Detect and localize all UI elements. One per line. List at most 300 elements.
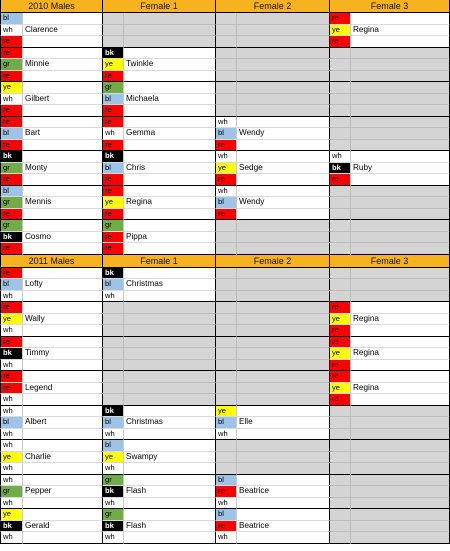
empty-cell[interactable] (103, 394, 124, 406)
empty-cell[interactable] (237, 232, 330, 244)
name-cell[interactable] (23, 268, 103, 280)
empty-cell[interactable] (216, 440, 237, 452)
name-cell[interactable] (23, 117, 103, 129)
female-name[interactable]: Flash (124, 486, 216, 498)
ring-code-re[interactable]: re (103, 209, 124, 221)
ring-code-wh[interactable]: wh (0, 360, 23, 372)
name-cell[interactable] (124, 475, 216, 487)
ring-code-ye[interactable]: ye (330, 383, 351, 395)
name-cell[interactable] (237, 498, 330, 510)
empty-cell[interactable] (330, 486, 351, 498)
empty-cell[interactable] (330, 243, 351, 255)
ring-code-wh[interactable]: wh (216, 498, 237, 510)
ring-code-wh[interactable]: wh (0, 406, 23, 418)
empty-cell[interactable] (351, 209, 450, 221)
ring-code-bl[interactable]: bl (0, 13, 23, 25)
male-name[interactable]: Albert (23, 417, 103, 429)
ring-code-wh[interactable]: wh (0, 291, 23, 303)
ring-code-re[interactable]: re (103, 140, 124, 152)
name-cell[interactable] (23, 498, 103, 510)
ring-code-re[interactable]: re (0, 383, 23, 395)
ring-code-bl[interactable]: bl (103, 163, 124, 175)
name-cell[interactable] (351, 360, 450, 372)
name-cell[interactable] (124, 220, 216, 232)
ring-code-wh[interactable]: wh (103, 291, 124, 303)
empty-cell[interactable] (330, 279, 351, 291)
name-cell[interactable] (237, 117, 330, 129)
empty-cell[interactable] (237, 371, 330, 383)
name-cell[interactable] (351, 36, 450, 48)
ring-code-bl[interactable]: bl (103, 417, 124, 429)
male-name[interactable]: Monty (23, 163, 103, 175)
ring-code-wh[interactable]: wh (216, 117, 237, 129)
empty-cell[interactable] (351, 186, 450, 198)
empty-cell[interactable] (124, 360, 216, 372)
empty-cell[interactable] (216, 243, 237, 255)
name-cell[interactable] (23, 71, 103, 83)
ring-code-bl[interactable]: bl (216, 509, 237, 521)
empty-cell[interactable] (216, 463, 237, 475)
ring-code-bl[interactable]: bl (0, 417, 23, 429)
ring-code-bk[interactable]: bk (0, 348, 23, 360)
ring-code-re[interactable]: re (216, 209, 237, 221)
name-cell[interactable] (23, 463, 103, 475)
female-name[interactable]: Regina (351, 348, 450, 360)
ring-code-ye[interactable]: ye (103, 59, 124, 71)
ring-code-re[interactable]: re (0, 371, 23, 383)
empty-cell[interactable] (351, 521, 450, 533)
empty-cell[interactable] (351, 243, 450, 255)
name-cell[interactable] (351, 174, 450, 186)
name-cell[interactable] (124, 117, 216, 129)
empty-cell[interactable] (330, 440, 351, 452)
empty-cell[interactable] (351, 117, 450, 129)
empty-cell[interactable] (216, 452, 237, 464)
ring-code-wh[interactable]: wh (0, 475, 23, 487)
female-name[interactable]: Flash (124, 521, 216, 533)
ring-code-re[interactable]: re (0, 140, 23, 152)
ring-code-re[interactable]: re (330, 325, 351, 337)
empty-cell[interactable] (330, 463, 351, 475)
empty-cell[interactable] (237, 360, 330, 372)
ring-code-re[interactable]: re (330, 302, 351, 314)
empty-cell[interactable] (216, 348, 237, 360)
ring-code-gr[interactable]: gr (103, 220, 124, 232)
name-cell[interactable] (23, 48, 103, 60)
empty-cell[interactable] (351, 82, 450, 94)
male-name[interactable]: Mennis (23, 197, 103, 209)
empty-cell[interactable] (237, 82, 330, 94)
ring-code-gr[interactable]: gr (0, 197, 23, 209)
ring-code-gr[interactable]: gr (0, 59, 23, 71)
empty-cell[interactable] (330, 498, 351, 510)
ring-code-wh[interactable]: wh (216, 429, 237, 441)
name-cell[interactable] (23, 360, 103, 372)
name-cell[interactable] (124, 174, 216, 186)
ring-code-re[interactable]: re (103, 174, 124, 186)
name-cell[interactable] (23, 371, 103, 383)
empty-cell[interactable] (351, 59, 450, 71)
ring-code-ye[interactable]: ye (330, 348, 351, 360)
female-name[interactable]: Regina (351, 383, 450, 395)
empty-cell[interactable] (351, 291, 450, 303)
empty-cell[interactable] (351, 486, 450, 498)
empty-cell[interactable] (330, 429, 351, 441)
empty-cell[interactable] (124, 314, 216, 326)
ring-code-wh[interactable]: wh (0, 463, 23, 475)
name-cell[interactable] (237, 209, 330, 221)
empty-cell[interactable] (237, 337, 330, 349)
empty-cell[interactable] (103, 302, 124, 314)
name-cell[interactable] (237, 532, 330, 544)
ring-code-re[interactable]: re (0, 243, 23, 255)
name-cell[interactable] (237, 475, 330, 487)
empty-cell[interactable] (237, 279, 330, 291)
name-cell[interactable] (351, 394, 450, 406)
empty-cell[interactable] (237, 220, 330, 232)
ring-code-re[interactable]: re (0, 36, 23, 48)
empty-cell[interactable] (330, 209, 351, 221)
empty-cell[interactable] (103, 383, 124, 395)
female-name[interactable]: Regina (124, 197, 216, 209)
ring-code-bl[interactable]: bl (103, 94, 124, 106)
name-cell[interactable] (124, 105, 216, 117)
name-cell[interactable] (23, 291, 103, 303)
ring-code-re[interactable]: re (0, 48, 23, 60)
empty-cell[interactable] (124, 25, 216, 37)
empty-cell[interactable] (237, 243, 330, 255)
empty-cell[interactable] (351, 532, 450, 544)
ring-code-bl[interactable]: bl (216, 417, 237, 429)
empty-cell[interactable] (330, 475, 351, 487)
empty-cell[interactable] (124, 394, 216, 406)
empty-cell[interactable] (330, 186, 351, 198)
empty-cell[interactable] (330, 291, 351, 303)
female-name[interactable]: Gemma (124, 128, 216, 140)
name-cell[interactable] (124, 71, 216, 83)
ring-code-re[interactable]: re (103, 186, 124, 198)
male-name[interactable]: Clarence (23, 25, 103, 37)
ring-code-bl[interactable]: bl (216, 475, 237, 487)
ring-code-re[interactable]: re (216, 521, 237, 533)
ring-code-re[interactable]: re (216, 486, 237, 498)
female-name[interactable]: Twinkle (124, 59, 216, 71)
ring-code-bl[interactable]: bl (0, 128, 23, 140)
ring-code-wh[interactable]: wh (103, 128, 124, 140)
name-cell[interactable] (237, 174, 330, 186)
name-cell[interactable] (124, 82, 216, 94)
name-cell[interactable] (124, 463, 216, 475)
ring-code-re[interactable]: re (216, 140, 237, 152)
female-name[interactable]: Christmas (124, 417, 216, 429)
empty-cell[interactable] (216, 36, 237, 48)
empty-cell[interactable] (216, 105, 237, 117)
name-cell[interactable] (124, 209, 216, 221)
ring-code-re[interactable]: re (330, 13, 351, 25)
male-name[interactable]: Wally (23, 314, 103, 326)
empty-cell[interactable] (124, 13, 216, 25)
female-name[interactable]: Ruby (351, 163, 450, 175)
ring-code-re[interactable]: re (0, 209, 23, 221)
ring-code-bk[interactable]: bk (0, 521, 23, 533)
empty-cell[interactable] (124, 337, 216, 349)
empty-cell[interactable] (330, 94, 351, 106)
ring-code-wh[interactable]: wh (103, 532, 124, 544)
empty-cell[interactable] (216, 25, 237, 37)
name-cell[interactable] (23, 151, 103, 163)
ring-code-ye[interactable]: ye (216, 163, 237, 175)
ring-code-bk[interactable]: bk (103, 521, 124, 533)
empty-cell[interactable] (330, 128, 351, 140)
name-cell[interactable] (237, 186, 330, 198)
ring-code-ye[interactable]: ye (330, 314, 351, 326)
male-name[interactable]: Legend (23, 383, 103, 395)
female-name[interactable]: Elle (237, 417, 330, 429)
empty-cell[interactable] (103, 36, 124, 48)
ring-code-re[interactable]: re (330, 394, 351, 406)
name-cell[interactable] (23, 509, 103, 521)
empty-cell[interactable] (351, 128, 450, 140)
empty-cell[interactable] (351, 417, 450, 429)
empty-cell[interactable] (237, 440, 330, 452)
female-name[interactable]: Beatrice (237, 486, 330, 498)
name-cell[interactable] (124, 243, 216, 255)
ring-code-gr[interactable]: gr (103, 509, 124, 521)
ring-code-re[interactable]: re (0, 105, 23, 117)
empty-cell[interactable] (351, 220, 450, 232)
ring-code-bk[interactable]: bk (0, 232, 23, 244)
female-name[interactable]: Christmas (124, 279, 216, 291)
ring-code-ye[interactable]: ye (216, 406, 237, 418)
ring-code-wh[interactable]: wh (0, 532, 23, 544)
name-cell[interactable] (23, 243, 103, 255)
name-cell[interactable] (23, 140, 103, 152)
empty-cell[interactable] (103, 314, 124, 326)
name-cell[interactable] (23, 475, 103, 487)
name-cell[interactable] (23, 13, 103, 25)
name-cell[interactable] (237, 406, 330, 418)
empty-cell[interactable] (237, 25, 330, 37)
name-cell[interactable] (351, 325, 450, 337)
empty-cell[interactable] (216, 371, 237, 383)
ring-code-re[interactable]: re (103, 71, 124, 83)
empty-cell[interactable] (216, 48, 237, 60)
empty-cell[interactable] (330, 521, 351, 533)
empty-cell[interactable] (330, 105, 351, 117)
name-cell[interactable] (124, 532, 216, 544)
name-cell[interactable] (237, 140, 330, 152)
name-cell[interactable] (124, 440, 216, 452)
ring-code-re[interactable]: re (0, 268, 23, 280)
name-cell[interactable] (124, 140, 216, 152)
empty-cell[interactable] (351, 279, 450, 291)
name-cell[interactable] (23, 440, 103, 452)
name-cell[interactable] (23, 36, 103, 48)
empty-cell[interactable] (351, 105, 450, 117)
ring-code-re[interactable]: re (0, 337, 23, 349)
empty-cell[interactable] (237, 302, 330, 314)
female-name[interactable]: Sedge (237, 163, 330, 175)
ring-code-ye[interactable]: ye (0, 82, 23, 94)
empty-cell[interactable] (216, 383, 237, 395)
female-name[interactable]: Wendy (237, 197, 330, 209)
ring-code-bk[interactable]: bk (103, 486, 124, 498)
name-cell[interactable] (124, 498, 216, 510)
name-cell[interactable] (23, 82, 103, 94)
ring-code-re[interactable]: re (330, 371, 351, 383)
empty-cell[interactable] (237, 71, 330, 83)
male-name[interactable]: Gilbert (23, 94, 103, 106)
name-cell[interactable] (23, 186, 103, 198)
name-cell[interactable] (124, 186, 216, 198)
empty-cell[interactable] (103, 360, 124, 372)
ring-code-bk[interactable]: bk (103, 406, 124, 418)
male-name[interactable]: Cosmo (23, 232, 103, 244)
name-cell[interactable] (351, 371, 450, 383)
name-cell[interactable] (351, 13, 450, 25)
name-cell[interactable] (23, 394, 103, 406)
empty-cell[interactable] (216, 13, 237, 25)
empty-cell[interactable] (237, 314, 330, 326)
ring-code-bk[interactable]: bk (0, 151, 23, 163)
ring-code-wh[interactable]: wh (216, 532, 237, 544)
name-cell[interactable] (23, 302, 103, 314)
name-cell[interactable] (237, 509, 330, 521)
ring-code-wh[interactable]: wh (216, 151, 237, 163)
empty-cell[interactable] (351, 140, 450, 152)
empty-cell[interactable] (103, 371, 124, 383)
name-cell[interactable] (23, 209, 103, 221)
ring-code-re[interactable]: re (103, 232, 124, 244)
empty-cell[interactable] (237, 394, 330, 406)
empty-cell[interactable] (216, 314, 237, 326)
name-cell[interactable] (23, 325, 103, 337)
empty-cell[interactable] (216, 291, 237, 303)
name-cell[interactable] (124, 48, 216, 60)
ring-code-gr[interactable]: gr (0, 163, 23, 175)
empty-cell[interactable] (216, 279, 237, 291)
empty-cell[interactable] (216, 268, 237, 280)
empty-cell[interactable] (351, 440, 450, 452)
empty-cell[interactable] (216, 232, 237, 244)
ring-code-re[interactable]: re (0, 117, 23, 129)
ring-code-ye[interactable]: ye (103, 197, 124, 209)
name-cell[interactable] (23, 337, 103, 349)
ring-code-bl[interactable]: bl (0, 279, 23, 291)
ring-code-ye[interactable]: ye (0, 509, 23, 521)
empty-cell[interactable] (237, 36, 330, 48)
female-name[interactable]: Regina (351, 314, 450, 326)
empty-cell[interactable] (237, 268, 330, 280)
ring-code-re[interactable]: re (330, 36, 351, 48)
empty-cell[interactable] (237, 348, 330, 360)
ring-code-wh[interactable]: wh (0, 440, 23, 452)
ring-code-gr[interactable]: gr (0, 486, 23, 498)
name-cell[interactable] (237, 151, 330, 163)
empty-cell[interactable] (216, 302, 237, 314)
empty-cell[interactable] (351, 71, 450, 83)
name-cell[interactable] (351, 337, 450, 349)
empty-cell[interactable] (237, 59, 330, 71)
empty-cell[interactable] (330, 268, 351, 280)
name-cell[interactable] (124, 509, 216, 521)
ring-code-bl[interactable]: bl (216, 197, 237, 209)
empty-cell[interactable] (330, 82, 351, 94)
ring-code-gr[interactable]: gr (0, 220, 23, 232)
female-name[interactable]: Chris (124, 163, 216, 175)
empty-cell[interactable] (330, 406, 351, 418)
ring-code-bl[interactable]: bl (103, 440, 124, 452)
ring-code-ye[interactable]: ye (0, 452, 23, 464)
name-cell[interactable] (23, 174, 103, 186)
empty-cell[interactable] (330, 220, 351, 232)
ring-code-gr[interactable]: gr (103, 475, 124, 487)
ring-code-re[interactable]: re (0, 71, 23, 83)
empty-cell[interactable] (216, 337, 237, 349)
ring-code-wh[interactable]: wh (0, 325, 23, 337)
empty-cell[interactable] (330, 232, 351, 244)
ring-code-wh[interactable]: wh (216, 186, 237, 198)
ring-code-wh[interactable]: wh (0, 394, 23, 406)
ring-code-wh[interactable]: wh (103, 463, 124, 475)
empty-cell[interactable] (351, 268, 450, 280)
ring-code-wh[interactable]: wh (103, 498, 124, 510)
empty-cell[interactable] (237, 13, 330, 25)
empty-cell[interactable] (124, 371, 216, 383)
empty-cell[interactable] (237, 383, 330, 395)
ring-code-re[interactable]: re (103, 105, 124, 117)
empty-cell[interactable] (216, 394, 237, 406)
empty-cell[interactable] (351, 48, 450, 60)
name-cell[interactable] (23, 406, 103, 418)
ring-code-re[interactable]: re (330, 174, 351, 186)
ring-code-bk[interactable]: bk (103, 268, 124, 280)
empty-cell[interactable] (330, 452, 351, 464)
empty-cell[interactable] (237, 94, 330, 106)
empty-cell[interactable] (124, 348, 216, 360)
empty-cell[interactable] (351, 232, 450, 244)
male-name[interactable]: Charlie (23, 452, 103, 464)
ring-code-wh[interactable]: wh (0, 25, 23, 37)
ring-code-re[interactable]: re (216, 174, 237, 186)
ring-code-gr[interactable]: gr (103, 82, 124, 94)
male-name[interactable]: Bart (23, 128, 103, 140)
empty-cell[interactable] (124, 36, 216, 48)
empty-cell[interactable] (216, 82, 237, 94)
ring-code-bk[interactable]: bk (103, 48, 124, 60)
female-name[interactable]: Michaela (124, 94, 216, 106)
empty-cell[interactable] (124, 383, 216, 395)
empty-cell[interactable] (216, 325, 237, 337)
ring-code-re[interactable]: re (103, 117, 124, 129)
empty-cell[interactable] (216, 360, 237, 372)
empty-cell[interactable] (103, 337, 124, 349)
name-cell[interactable] (237, 429, 330, 441)
male-name[interactable]: Gerald (23, 521, 103, 533)
name-cell[interactable] (351, 302, 450, 314)
empty-cell[interactable] (351, 406, 450, 418)
ring-code-wh[interactable]: wh (0, 94, 23, 106)
empty-cell[interactable] (330, 59, 351, 71)
empty-cell[interactable] (351, 197, 450, 209)
male-name[interactable]: Minnie (23, 59, 103, 71)
empty-cell[interactable] (351, 452, 450, 464)
ring-code-bk[interactable]: bk (330, 163, 351, 175)
empty-cell[interactable] (216, 94, 237, 106)
empty-cell[interactable] (216, 59, 237, 71)
empty-cell[interactable] (330, 197, 351, 209)
empty-cell[interactable] (351, 94, 450, 106)
